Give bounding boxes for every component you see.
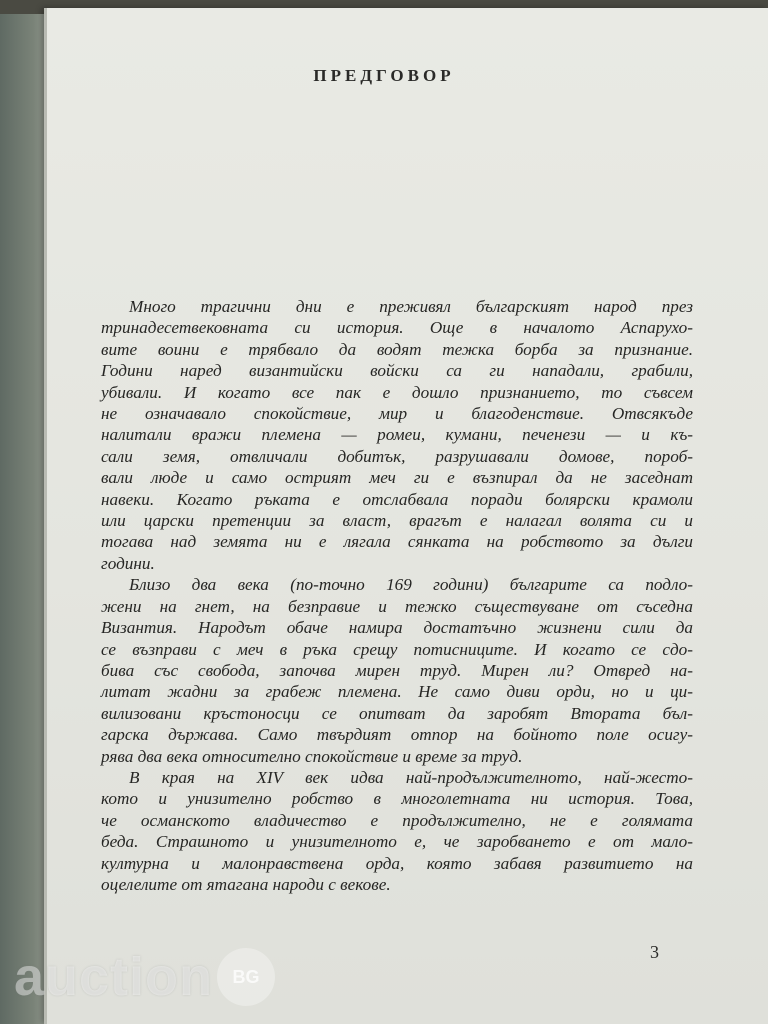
text-line: вите воини е трябвало да водят тежка борба за признание. <box>101 339 693 359</box>
text-line: беда. Страшното и унизителното е, че заробването е от мало- <box>101 832 693 852</box>
text-line: или царски претенции за власт, врагът е налагал волята си и <box>101 511 693 531</box>
page-edge <box>44 8 47 1024</box>
text-line: кото и унизително робство в многолетната ни история. Това, <box>101 789 693 809</box>
text-line: оцелелите от ятагана народи с векове. <box>101 874 391 894</box>
text-line: не означавало спокойствие, мир и благоденствие. Отвсякъде <box>101 404 693 424</box>
text-line: Много трагични дни е преживял българският народ през <box>129 297 693 316</box>
text-line: че османското владичество е продължително, не е голямата <box>101 810 693 830</box>
text-line: тогава над земята ни е лягала сянката на робството за дълги <box>101 532 693 552</box>
background-left <box>0 0 48 1024</box>
text-line: гарска държава. Само твърдият отпор на бойното поле осигу- <box>101 725 693 745</box>
text-line: литат жадни за грабеж племена. Не само диви орди, но и ци- <box>101 682 693 702</box>
text-line: Години наред византийски войски са ги нападали, грабили, <box>101 361 693 381</box>
text-line: рява два века относително спокойствие и време за труд. <box>101 746 523 766</box>
paragraph-1 <box>101 296 693 574</box>
text-line: се възправи с меч в ръка срещу потисниците. И когато се сдо- <box>101 639 693 659</box>
text-line: налитали вражи племена — ромеи, кумани, печенези — и къ- <box>101 425 693 445</box>
text-line: жени на гнет, на безправие и тежко съществуване от съседна <box>101 596 693 616</box>
text-line: навеки. Когато ръката е отслабвала поради болярски крамоли <box>101 489 693 509</box>
text-line: В края на XIV век идва най-продължителното, най-жесто- <box>129 767 693 787</box>
body-text <box>101 296 693 895</box>
text-line: културна и малонравствена орда, която забавя развитието на <box>101 853 693 873</box>
text-line: убивали. И когато все пак е дошло признанието, то съвсем <box>101 382 693 402</box>
text-line: вилизовани кръстоносци се опитват да заробят Втората бъл- <box>101 703 693 723</box>
text-line: сали земя, отвличали добитък, разрушавали домове, пороб- <box>101 446 693 466</box>
paragraph-3 <box>101 767 693 895</box>
watermark-text: auction <box>14 947 214 1007</box>
text-line: вали люде и само острият меч ги е възпирал да не заседнат <box>101 468 693 488</box>
page-number: 3 <box>650 942 659 962</box>
paragraph-2 <box>101 574 693 767</box>
text-line: Византия. Народът обаче намира достатъчно жизнени сили да <box>101 618 693 638</box>
page-heading: ПРЕДГОВОР <box>313 66 455 85</box>
text-line: Близо два века (по-точно 169 години) българите са подло- <box>129 575 693 595</box>
text-line: бива със свобода, започва мирен труд. Мирен ли? Отвред на- <box>101 660 693 680</box>
watermark <box>14 942 275 1012</box>
watermark-badge: BG <box>217 948 275 1006</box>
text-line: тринадесетвековната си история. Още в началото Аспарухо- <box>101 318 693 338</box>
text-line: години. <box>101 553 155 573</box>
